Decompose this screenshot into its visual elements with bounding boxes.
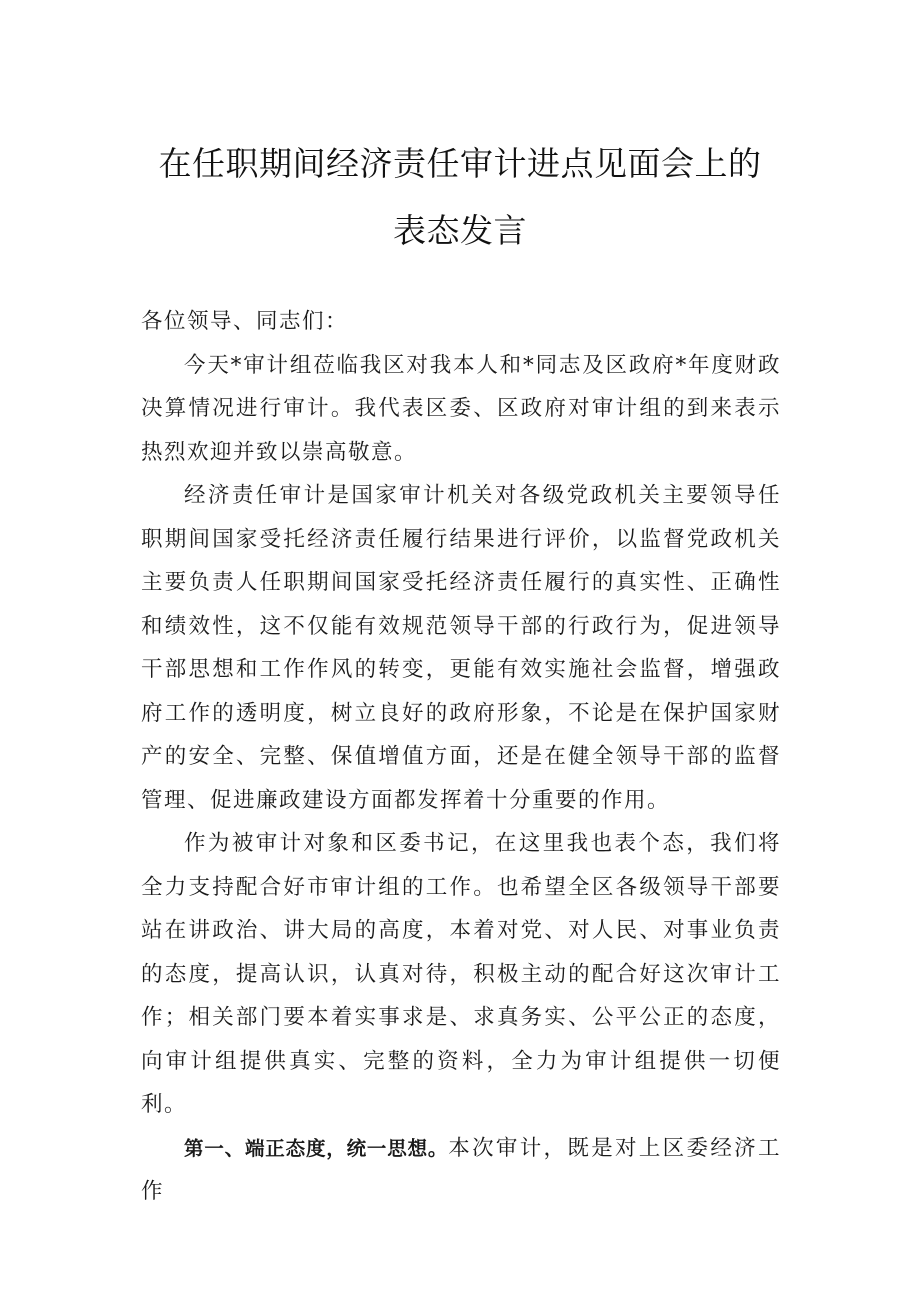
paragraph-audit-significance: 经济责任审计是国家审计机关对各级党政机关主要领导任职期间国家受托经济责任履行结果进行评价，以监督党政机关主要负责人任职期间国家受托经济责任履行的真实性、正确性和绩效性，这不仅能有效规范领导干部的行政行为，促进领导干部思想和工作作风的转变，更能有效实施社会监督，增强政府工作的透明度，树立良好的政府形象，不论是在保护国家财产的安全、完整、保值增值方面，还是在健全领导干部的监督管理、促进廉政建设方面都发挥着十分重要的作用。 [141, 483, 781, 813]
document-title-line-1: 在任职期间经济责任审计进点见面会上的 [158, 144, 762, 183]
paragraph-commitment: 作为被审计对象和区委书记，在这里我也表个态，我们将全力支持配合好市审计组的工作。也希望全区各级领导干部要站在讲政治、讲大局的高度，本着对党、对人民、对事业负责的态度，提高认识，认真对待，积极主动的配合好这次审计工作；相关部门要本着实事求是、求真务实、公平公正的态度，向审计组提供真实、完整的资料，全力为审计组提供一切便利。 [141, 831, 781, 1117]
paragraph-point-one [141, 1127, 781, 1214]
salutation: 各位领导、同志们： [141, 309, 349, 334]
document-body [141, 300, 781, 1214]
point-one-heading: 第一、端正态度，统一思想。 [184, 1136, 449, 1160]
paragraph-welcome: 今天*审计组莅临我区对我本人和*同志及区政府*年度财政决算情况进行审计。我代表区委、区政府对审计组的到来表示热烈欢迎并致以崇高敬意。 [141, 352, 781, 465]
document-title-line-2: 表态发言 [393, 211, 527, 250]
point-one-text: 本次审计，既是对上区委经济工作 [141, 1135, 781, 1204]
